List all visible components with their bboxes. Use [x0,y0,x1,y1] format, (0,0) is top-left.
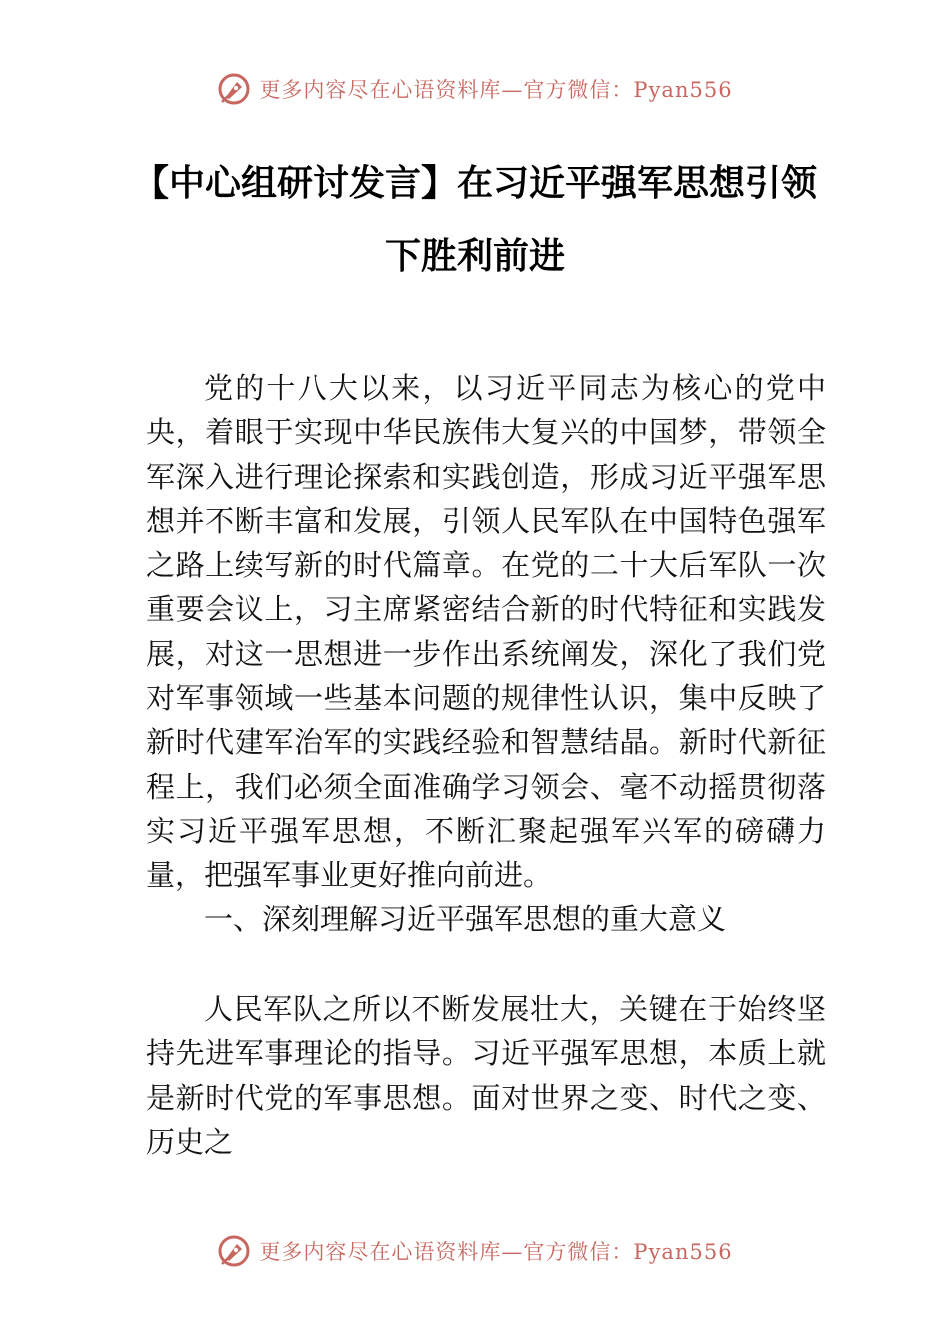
paragraph-intro: 党的十八大以来，以习近平同志为核心的党中央，着眼于实现中华民族伟大复兴的中国梦，带领全军深入进行理论探索和实践创造，形成习近平强军思想并不断丰富和发展，引领人民军队在中国特色强军之路上续写新的时代篇章。在党的二十大后军队一次重要会议上，习主席紧密结合新的时代特征和实践发展，对这一思想进一步作出系统阐发，深化了我们党对军事领域一些基本问题的规律性认识，集中反映了新时代建军治军的实践经验和智慧结晶。新时代新征程上，我们必须全面准确学习领会、毫不动摇贯彻落实习近平强军思想，不断汇聚起强军兴军的磅礴力量，把强军事业更好推向前进。 [146,371,826,893]
section-heading-1: 一、深刻理解习近平强军思想的重大意义 [204,902,727,936]
paragraph-section-1: 人民军队之所以不断发展壮大，关键在于始终坚持先进军事理论的指导。习近平强军思想，本质上就是新时代党的军事思想。面对世界之变、时代之变、历史之 [146,992,826,1159]
watermark-text: 更多内容尽在心语资料库—官方微信：Pyan556 [259,1240,733,1264]
footer-watermark [0,1234,950,1268]
pen-nib-logo-icon [217,1234,251,1268]
pen-nib-logo-icon [217,72,251,106]
header-watermark [0,72,950,106]
document-title-line-1: 【中心组研讨发言】在习近平强军思想引领 [132,163,817,204]
document-title-line-2: 下胜利前进 [384,236,565,277]
watermark-text: 更多内容尽在心语资料库—官方微信：Pyan556 [259,78,733,102]
